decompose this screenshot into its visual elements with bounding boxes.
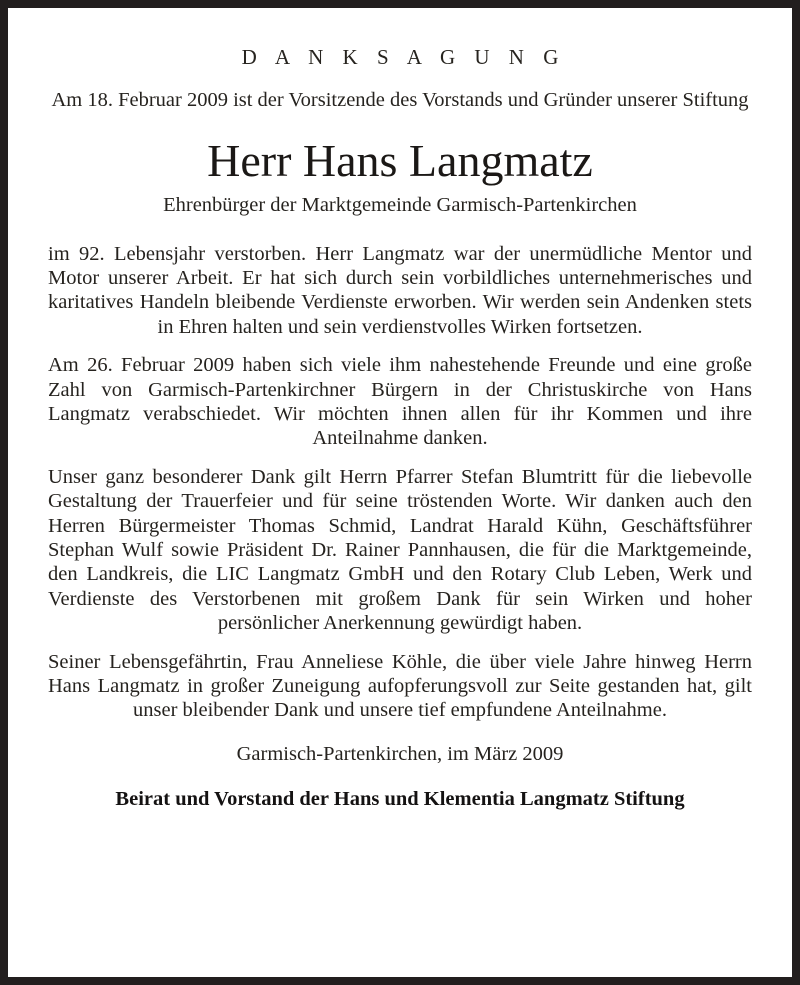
body-paragraph-1: im 92. Lebensjahr verstorben. Herr Langmatz war der unermüdliche Mentor und Motor unserer Arbeit. Er hat sich durch sein vorbildliches unternehmerisches und karitatives Handeln bleibende Verdienste erworben. Wir werden sein Andenken stets in Ehren halten und sein verdienstvolles Wirken fortsetzen. — [48, 242, 752, 338]
deceased-name: Herr Hans Langmatz — [207, 134, 593, 186]
spacer — [48, 217, 752, 228]
body-paragraph-3: Unser ganz besonderer Dank gilt Herrn Pfarrer Stefan Blumtritt für die liebevolle Gestaltung der Trauerfeier und für seine tröstenden Worte. Wir danken auch den Herren Bürgermeister Thomas Schmid, Landrat Harald Kühn, Geschäftsführer Stephan Wulf sowie Präsident Dr. Rainer Pannhausen, die für die Marktgemeinde, den Landkreis, die LIC Langmatz GmbH und den Rotary Club Leben, Werk und Verdienste des Verstorbenen mit großem Dank für sein Wirken und hoher persönlicher Anerkennung gewürdigt haben. — [48, 465, 752, 635]
intro-paragraph: Am 18. Februar 2009 ist der Vorsitzende des Vorstands und Gründer unserer Stiftung — [51, 89, 749, 112]
body-paragraph-2: Am 26. Februar 2009 haben sich viele ihm nahestehende Freunde und eine große Zahl von Garmisch-Partenkirchner Bürgern in der Christuskirche von Hans Langmatz verabschiedet. Wir möchten ihnen allen für ihr Kommen und ihre Anteilnahme danken. — [48, 354, 752, 450]
place-and-date: Garmisch-Partenkirchen, im März 2009 — [236, 742, 564, 765]
signature-line: Beirat und Vorstand der Hans und Klementia Langmatz Stiftung — [115, 787, 685, 810]
notice-kicker: D A N K S A G U N G — [241, 45, 566, 69]
body-paragraph-4: Seiner Lebensgefährtin, Frau Anneliese Köhle, die über viele Jahre hinweg Herrn Hans Langmatz in großer Zuneigung aufopferungsvoll zur Seite gestanden hat, gilt unser bleibender Dank und unsere tief empfundene Anteilnahme. — [48, 650, 752, 722]
deceased-honorific: Ehrenbürger der Marktgemeinde Garmisch-Partenkirchen — [163, 193, 637, 216]
notice-content — [8, 8, 792, 977]
